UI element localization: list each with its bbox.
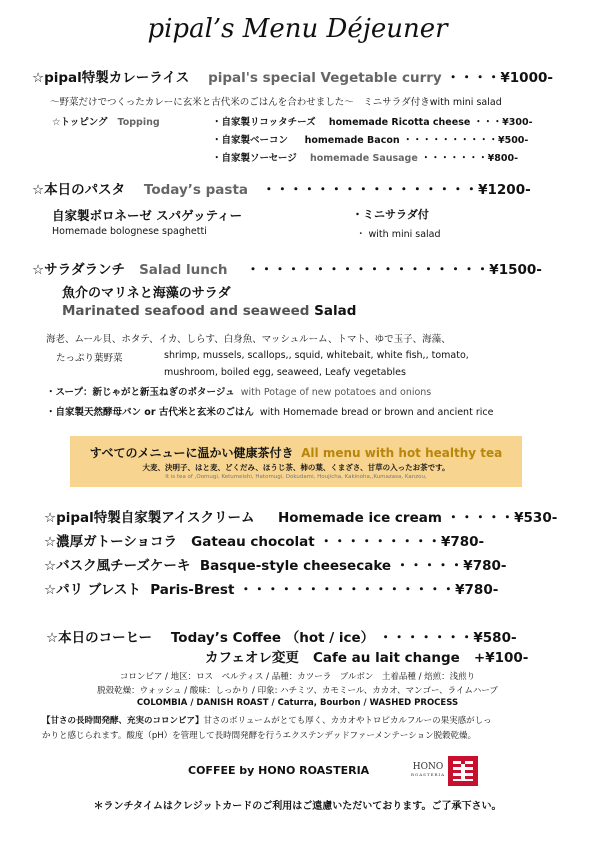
topping-leader: ・・・・・・・ <box>421 153 488 164</box>
footer-note: ＊ランチタイムはクレジットカードのご利用はご遠慮いただいております。ご了承下さい。 <box>93 801 502 812</box>
coffee-change-en: Cafe au lait change <box>312 650 460 666</box>
topping-row <box>212 150 518 164</box>
salad-dish-jp: 魚介のマリネと海藻のサラダ <box>62 286 231 301</box>
coffee-leader: ・・・・・・・ <box>378 630 474 646</box>
tea-banner-en: All menu with hot healthy tea <box>301 446 503 460</box>
salad-dish-en-bold: Salad <box>314 303 357 319</box>
pasta-name-jp: ☆本日のパスタ <box>32 182 126 198</box>
dessert-price: ¥780- <box>463 558 507 574</box>
coffee-price: ¥580- <box>473 630 517 646</box>
topping-price: ¥800- <box>487 153 519 164</box>
dessert-leader: ・・・・・ <box>446 510 515 526</box>
coffee-detail-2: 脱殻乾燥：ウォッシュ / 酸味：しっかり / 印象: ハチミツ、カモミール、カカオ、マンゴー、ライムハーブ <box>97 686 498 696</box>
dessert-name-jp: ☆濃厚ガトーショコラ <box>44 534 178 550</box>
coffee-description-2: かりと感じられます。酸度（pH）を管理して長時間発酵を行うエクステンデッドファーメンテーション脱穀乾燥。 <box>42 731 477 741</box>
curry-leader: ・・・・ <box>446 70 501 86</box>
dessert-item <box>44 554 506 574</box>
curry-item <box>32 66 553 86</box>
salad-bread-en: with Homemade bread or brown and ancient rice <box>259 407 494 418</box>
salad-dish-en <box>62 303 356 319</box>
coffee-description-1 <box>42 714 492 726</box>
topping-name-jp: ・自家製ソーセージ <box>212 153 297 164</box>
curry-price: ¥1000- <box>500 70 553 86</box>
topping-name-jp: ・自家製ベーコン <box>212 135 289 146</box>
dessert-name-en: Gateau chocolat <box>191 534 315 550</box>
topping-label-en: Topping <box>117 117 160 128</box>
pasta-leader: ・・・・・・・・・・・・・・・・ <box>262 182 479 198</box>
page-title: pipal’s Menu Déjeuner <box>147 14 448 44</box>
topping-name-en: homemade Bacon <box>304 135 400 146</box>
hono-logo-text <box>411 762 445 777</box>
topping-row <box>212 114 533 128</box>
pasta-dish-en: Homemade bolognese spaghetti <box>52 226 207 237</box>
salad-name-en: Salad lunch <box>139 262 228 278</box>
dessert-price: ¥780- <box>440 534 485 550</box>
coffee-change-jp: カフェオレ変更 <box>205 650 299 666</box>
dessert-name-jp: ☆パリ ブレスト <box>44 582 141 598</box>
curry-description: 〜野菜だけでつくったカレーに玄米と古代米のごはんを合わせました〜 ミニサラダ付きwith mini salad <box>50 97 502 108</box>
salad-soup-en: with Potage of new potatoes and onions <box>240 387 432 398</box>
topping-label <box>52 114 160 128</box>
coffee-description-text: 甘さのボリュームがとても厚く、カカオやトロピカルフルーの果実感がしっ <box>203 716 492 726</box>
pasta-dish-jp: 自家製ボロネーゼ スパゲッティー <box>52 208 243 223</box>
coffee-change-price: +¥100- <box>473 650 529 666</box>
topping-leader: ・・・・・・・・・・ <box>402 135 498 146</box>
salad-soup <box>46 384 431 398</box>
hono-logo-icon <box>448 756 478 786</box>
dessert-name-jp: ☆pipal特製自家製アイスクリーム <box>44 510 255 526</box>
topping-leader: ・・・ <box>473 117 503 128</box>
dessert-leader: ・・・・・ <box>395 558 464 574</box>
salad-ingredients-en2: mushroom, boiled egg, seaweed, Leafy vegetables <box>164 367 406 378</box>
salad-soup-jp: ・スープ：新じゃがと新玉ねぎのポタージュ <box>46 387 235 398</box>
dessert-name-jp: ☆バスク風チーズケーキ <box>44 558 191 574</box>
dessert-name-en: Basque-style cheesecake <box>199 558 392 574</box>
pasta-side-jp: ・ミニサラダ付 <box>352 208 429 221</box>
dessert-item <box>44 530 484 550</box>
curry-name-jp: ☆pipal特製カレーライス <box>32 70 190 86</box>
dessert-price: ¥780- <box>455 582 499 598</box>
coffee-change <box>205 646 528 666</box>
dessert-leader: ・・・・・・・・・・・・・・・・ <box>239 582 456 598</box>
topping-name-en: homemade Sausage <box>309 153 418 164</box>
pasta-side-en: ・ with mini salad <box>356 229 441 240</box>
salad-name-jp: ☆サラダランチ <box>32 262 125 278</box>
topping-name-en: homemade Ricotta cheese <box>328 117 471 128</box>
roaster-name: COFFEE by HONO ROASTERIA <box>188 764 370 777</box>
dessert-item <box>44 578 498 598</box>
salad-leader: ・・・・・・・・・・・・・・・・・・ <box>246 262 490 278</box>
hono-logo-word: HONO <box>412 762 444 772</box>
topping-name-jp: ・自家製リコッタチーズ <box>212 117 316 128</box>
topping-price: ¥500- <box>497 135 529 146</box>
topping-row <box>212 132 528 146</box>
pasta-name-en: Today’s pasta <box>143 182 249 198</box>
pasta-price: ¥1200- <box>478 182 531 198</box>
pasta-item <box>32 178 531 198</box>
dessert-price: ¥530- <box>514 510 558 526</box>
coffee-description-bold: 【甘さの長時間発酵、充実のコロンビア】 <box>42 716 204 726</box>
salad-item <box>32 258 542 278</box>
salad-bread <box>46 404 493 418</box>
salad-dish-en-gray: Marinated seafood and seaweed <box>62 303 310 319</box>
coffee-detail-3: COLOMBIA / DANISH ROAST / Caturra, Bourbon / WASHED PROCESS <box>136 698 459 708</box>
dessert-item <box>44 506 557 526</box>
dessert-name-en: Homemade ice cream <box>277 510 442 526</box>
coffee-detail-1: コロンビア / 地区：ロス ペルティス / 品種：カツーラ ブルボン 土着品種 / 焙煎：浅煎り <box>119 672 476 682</box>
curry-name-en: pipal's special Vegetable curry <box>208 70 442 86</box>
salad-ingredients-jp: 海老、ムール貝、ホタテ、イカ、しらす、白身魚、マッシュルーム、トマト、ゆで玉子、海藻、 <box>46 334 451 345</box>
topping-price: ¥300- <box>502 117 533 128</box>
tea-banner <box>70 436 522 487</box>
hono-logo-sub: ROASTERIA <box>411 772 445 777</box>
tea-banner-jp: すべてのメニューに温かい健康茶付き <box>89 446 294 460</box>
coffee-name-jp: ☆本日のコーヒー <box>46 630 153 646</box>
dessert-name-en: Paris-Brest <box>150 582 235 598</box>
tea-banner-title <box>70 444 522 461</box>
coffee-name-en: Today’s Coffee （hot / ice） <box>170 630 375 646</box>
salad-price: ¥1500- <box>489 262 542 278</box>
salad-ingredients-en: shrimp, mussels, scallops,, squid, whitebait, white fish,, tomato, <box>164 350 469 361</box>
salad-ingredients-jp2: たっぷり葉野菜 <box>56 353 123 364</box>
coffee-item <box>46 626 517 646</box>
tea-ingredients-en: It is tea of ,Oomugi, Ketumeishi, Hatomugi, Dokudami, Houjicha, Kakinoha,,Kumazasa, Kanzou, <box>165 474 427 480</box>
tea-ingredients-jp: 大麦、決明子、はと麦、どくだみ、ほうじ茶、柿の葉、くまざさ、甘草の入ったお茶です。 <box>142 463 450 472</box>
dessert-leader: ・・・・・・・・・ <box>319 534 441 550</box>
topping-label-jp: ☆トッピング <box>52 117 108 128</box>
salad-bread-jp: ・自家製天然酵母パン or 古代米と玄米のごはん <box>46 407 254 418</box>
